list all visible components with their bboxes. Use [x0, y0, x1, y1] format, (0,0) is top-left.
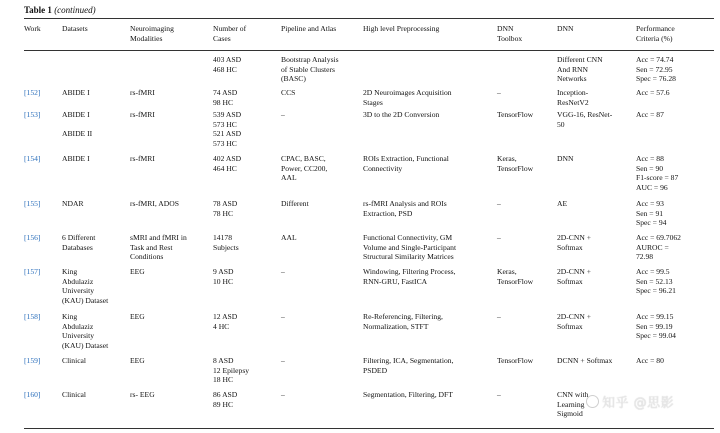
cell-modalities: rs- EEG — [130, 390, 155, 399]
cell-pipeline: Different — [281, 199, 309, 208]
cell-preprocessing: Windowing, Filtering Process, RNN-GRU, FastICA — [363, 267, 456, 286]
cell-toolbox: – — [497, 312, 501, 321]
cell-cases: 12 ASD 4 HC — [213, 312, 238, 331]
cell-cases: 402 ASD 464 HC — [213, 154, 242, 173]
cell-preprocessing: rs-fMRI Analysis and ROIs Extraction, PSD — [363, 199, 447, 218]
cell-dnn: 2D-CNN + Softmax — [557, 233, 592, 252]
cell-cases: 14178 Subjects — [213, 233, 239, 252]
cell-pipeline: – — [281, 267, 285, 276]
cell-cases: 403 ASD 468 HC — [213, 55, 242, 74]
header-cases: Number of Cases — [213, 24, 247, 43]
cell-modalities: rs-fMRI — [130, 88, 155, 97]
cell-cases: 74 ASD 98 HC — [213, 88, 238, 107]
cell-performance: Acc = 80 — [636, 356, 664, 365]
cell-cases: 78 ASD 78 HC — [213, 199, 238, 218]
cell-datasets: King Abdulaziz University (KAU) Dataset — [62, 312, 109, 350]
cell-work-ref-link[interactable]: [160] — [24, 390, 41, 399]
cell-toolbox: TensorFlow — [497, 110, 534, 119]
cell-preprocessing: Filtering, ICA, Segmentation, PSDED — [363, 356, 454, 375]
cell-modalities: rs-fMRI — [130, 110, 155, 119]
table-caption — [24, 5, 96, 16]
cell-preprocessing: Re-Referencing, Filtering, Normalization, STFT — [363, 312, 443, 331]
watermark-badge-icon — [586, 395, 599, 408]
cell-work-ref-link[interactable]: [158] — [24, 312, 41, 321]
cell-performance: Acc = 57.6 — [636, 88, 670, 97]
header-dnn: DNN — [557, 24, 574, 33]
cell-preprocessing: ROIs Extraction, Functional Connectivity — [363, 154, 449, 173]
cell-performance: Acc = 69.7062 AUROC = 72.98 — [636, 233, 681, 262]
cell-work-ref-link[interactable]: [152] — [24, 88, 41, 97]
cell-toolbox: TensorFlow — [497, 356, 534, 365]
cell-datasets: Clinical — [62, 390, 87, 399]
cell-performance: Acc = 93 Sen = 91 Spec = 94 — [636, 199, 667, 228]
cell-modalities: EEG — [130, 312, 145, 321]
header-performance: Performance Criteria (%) — [636, 24, 675, 43]
cell-dnn: VGG-16, ResNet- 50 — [557, 110, 613, 129]
top-rule — [24, 18, 714, 19]
cell-dnn: AE — [557, 199, 568, 208]
cell-work-ref-link[interactable]: [157] — [24, 267, 41, 276]
cell-cases: 86 ASD 89 HC — [213, 390, 238, 409]
caption-note: (continued) — [54, 5, 96, 15]
header-pipeline: Pipeline and Atlas — [281, 24, 337, 33]
cell-pipeline: – — [281, 110, 285, 119]
cell-dnn: 2D-CNN + Softmax — [557, 267, 592, 286]
cell-dnn: CNN with Learning Sigmoid — [557, 390, 589, 419]
header-rule — [24, 50, 714, 51]
header-toolbox: DNN Toolbox — [497, 24, 523, 43]
cell-toolbox: – — [497, 88, 501, 97]
cell-performance: Acc = 88 Sen = 90 F1-score = 87 AUC = 96 — [636, 154, 679, 192]
cell-dnn: DCNN + Softmax — [557, 356, 613, 365]
cell-pipeline: AAL — [281, 233, 297, 242]
header-modalities: Neuroimaging Modalities — [130, 24, 174, 43]
cell-toolbox: Keras, TensorFlow — [497, 154, 534, 173]
cell-modalities: EEG — [130, 267, 145, 276]
cell-dnn: 2D-CNN + Softmax — [557, 312, 592, 331]
cell-pipeline: – — [281, 390, 285, 399]
cell-cases: 8 ASD 12 Epilepsy 18 HC — [213, 356, 250, 385]
watermark — [586, 392, 674, 411]
header-datasets: Datasets — [62, 24, 88, 33]
cell-datasets: ABIDE I — [62, 88, 90, 97]
caption-label: Table 1 — [24, 5, 52, 15]
cell-modalities: rs-fMRI, ADOS — [130, 199, 179, 208]
cell-work-ref-link[interactable]: [155] — [24, 199, 41, 208]
cell-performance: Acc = 99.15 Sen = 99.19 Spec = 99.04 — [636, 312, 676, 341]
cell-cases: 9 ASD 10 HC — [213, 267, 234, 286]
cell-cases: 539 ASD 573 HC 521 ASD 573 HC — [213, 110, 242, 148]
cell-toolbox: Keras, TensorFlow — [497, 267, 534, 286]
cell-datasets: 6 Different Databases — [62, 233, 96, 252]
cell-modalities: rs-fMRI — [130, 154, 155, 163]
cell-performance: Acc = 99.5 Sen = 52.13 Spec = 96.21 — [636, 267, 676, 296]
cell-preprocessing: 2D Neuroimages Acquisition Stages — [363, 88, 452, 107]
cell-work-ref-link[interactable]: [154] — [24, 154, 41, 163]
cell-datasets: Clinical — [62, 356, 87, 365]
cell-preprocessing: Segmentation, Filtering, DFT — [363, 390, 453, 399]
cell-pipeline: Bootstrap Analysis of Stable Clusters (BASC) — [281, 55, 339, 84]
bottom-rule — [24, 428, 714, 429]
cell-dnn: Inception- ResNetV2 — [557, 88, 589, 107]
cell-datasets: King Abdulaziz University (KAU) Dataset — [62, 267, 109, 305]
cell-datasets: ABIDE I ABIDE II — [62, 110, 93, 139]
cell-pipeline: CCS — [281, 88, 296, 97]
cell-toolbox: – — [497, 199, 501, 208]
cell-preprocessing: Functional Connectivity, GM Volume and Single-Participant Structural Similarity Matrices — [363, 233, 457, 262]
cell-toolbox: – — [497, 233, 501, 242]
cell-pipeline: CPAC, BASC, Power, CC200, AAL — [281, 154, 328, 183]
cell-modalities: sMRI and fMRI in Task and Rest Conditions — [130, 233, 187, 262]
cell-dnn: DNN — [557, 154, 574, 163]
cell-dnn: Different CNN And RNN Networks — [557, 55, 603, 84]
header-preprocessing: High level Preprocessing — [363, 24, 440, 33]
cell-performance: Acc = 74.74 Sen = 72.95 Spec = 76.28 — [636, 55, 676, 84]
cell-preprocessing: 3D to the 2D Conversion — [363, 110, 440, 119]
cell-pipeline: – — [281, 356, 285, 365]
cell-work-ref-link[interactable]: [159] — [24, 356, 41, 365]
cell-modalities: EEG — [130, 356, 145, 365]
cell-work-ref-link[interactable]: [153] — [24, 110, 41, 119]
header-work: Work — [24, 24, 41, 33]
cell-datasets: NDAR — [62, 199, 84, 208]
cell-datasets: ABIDE I — [62, 154, 90, 163]
watermark-text: 知乎 @思影 — [602, 396, 675, 411]
cell-pipeline: – — [281, 312, 285, 321]
cell-toolbox: – — [497, 390, 501, 399]
cell-performance: Acc = 87 — [636, 110, 664, 119]
cell-work-ref-link[interactable]: [156] — [24, 233, 41, 242]
